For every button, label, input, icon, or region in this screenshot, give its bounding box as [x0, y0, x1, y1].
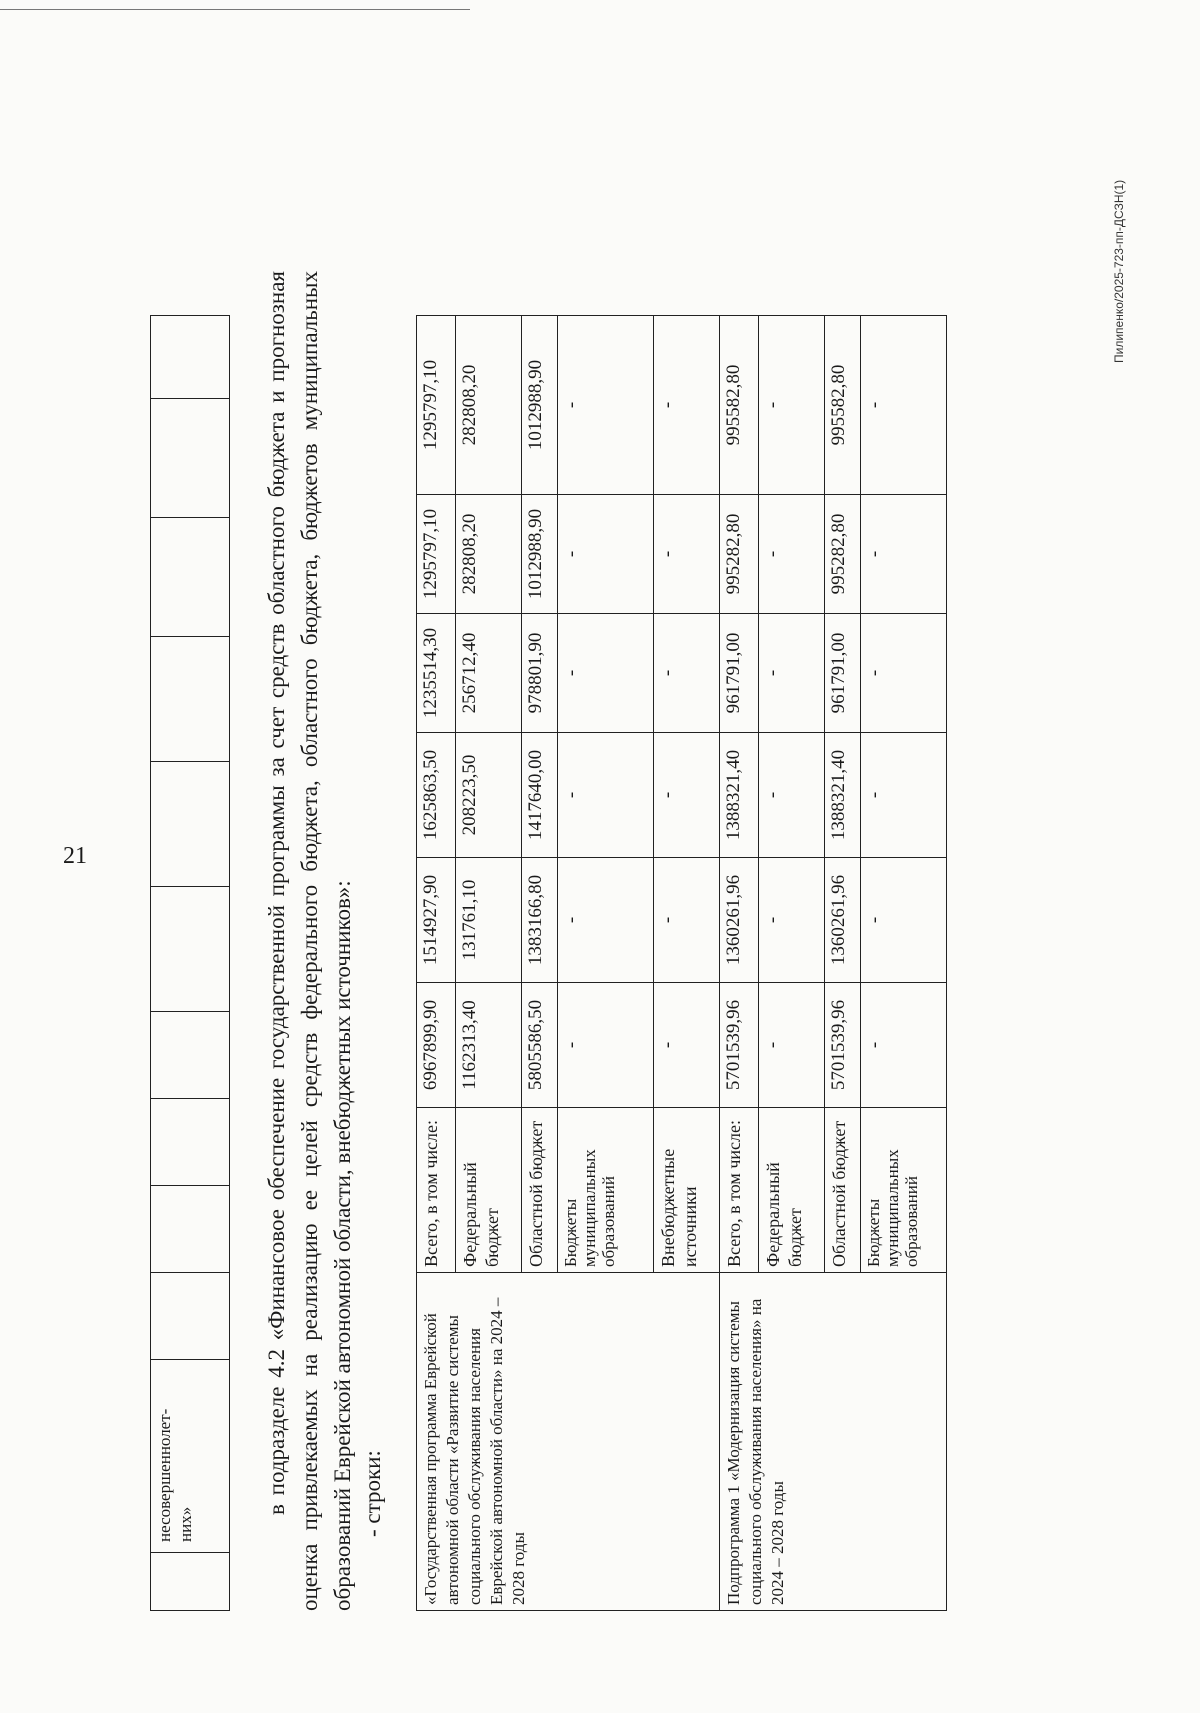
- amount-cell: 1235514,30: [417, 614, 456, 733]
- amount-cell: -: [558, 614, 654, 733]
- amount-cell: 995282,80: [825, 495, 861, 614]
- amount-cell: -: [654, 316, 720, 495]
- funding-source-cell: Областной бюджет: [825, 1108, 861, 1273]
- funding-source-cell: Бюджеты муниципальных образований: [558, 1108, 654, 1273]
- amount-cell: 995582,80: [720, 316, 759, 495]
- previous-table-row: [151, 316, 230, 1611]
- table-cell: [151, 887, 230, 1012]
- funding-source-cell: Федеральный бюджет: [456, 1108, 522, 1273]
- amount-cell: 1388321,40: [825, 733, 861, 858]
- amount-cell: 1388321,40: [720, 733, 759, 858]
- financing-table: [416, 315, 947, 1611]
- table-cell: [151, 762, 230, 887]
- page-number: 21: [63, 843, 87, 869]
- table-row: [720, 316, 759, 1611]
- rows-subheading: - строки:: [360, 1450, 385, 1537]
- amount-cell: -: [654, 733, 720, 858]
- amount-cell: -: [558, 983, 654, 1108]
- amendment-paragraph: в подразделе 4.2 «Финансовое обеспечение государственной программы за счет средств областного бюджета и прогнозная оценка привлекаемых на реализацию ее целей средств федерального бюджета, областного бюджета, бюджетов муниципальных образований Еврейской автономной области, внебюджетных источников»:: [264, 271, 355, 1611]
- table-cell: [151, 637, 230, 762]
- amount-cell: 1295797,10: [417, 316, 456, 495]
- funding-source-cell: Всего, в том числе:: [417, 1108, 456, 1273]
- amount-cell: 131761,10: [456, 858, 522, 983]
- amount-cell: 5701539,96: [825, 983, 861, 1108]
- program-name-cell: Подпрограмма 1 «Модернизация системы социального обслуживания населения» на 2024 – 2028 годы: [720, 1273, 947, 1611]
- amount-cell: -: [759, 316, 825, 495]
- amount-cell: 282808,20: [456, 495, 522, 614]
- prev-table-cell-text: несовершеннолет- них»: [155, 1408, 196, 1542]
- table-cell: [151, 1360, 230, 1553]
- amount-cell: -: [759, 733, 825, 858]
- document-code: Пилипенко/2025-723-пп-ДСЗН(1): [1112, 179, 1126, 363]
- table-cell: [151, 399, 230, 518]
- amount-cell: 961791,00: [720, 614, 759, 733]
- amount-cell: -: [558, 316, 654, 495]
- amount-cell: 1417640,00: [522, 733, 558, 858]
- funding-source-cell: Всего, в том числе:: [720, 1108, 759, 1273]
- amount-cell: 1360261,96: [720, 858, 759, 983]
- amount-cell: -: [558, 858, 654, 983]
- amount-cell: -: [759, 495, 825, 614]
- table-cell: [151, 1099, 230, 1186]
- amount-cell: -: [861, 733, 947, 858]
- amount-cell: -: [861, 858, 947, 983]
- table-cell: [151, 1273, 230, 1360]
- funding-source-cell: Федеральный бюджет: [759, 1108, 825, 1273]
- amount-cell: -: [654, 858, 720, 983]
- table-cell: [151, 518, 230, 637]
- amount-cell: 1012988,90: [522, 316, 558, 495]
- amount-cell: -: [759, 614, 825, 733]
- amount-cell: 961791,00: [825, 614, 861, 733]
- amount-cell: -: [558, 733, 654, 858]
- amount-cell: 5805586,50: [522, 983, 558, 1108]
- previous-table-fragment: [150, 315, 230, 1611]
- amount-cell: -: [861, 983, 947, 1108]
- program-name-cell: «Государственная программа Еврейской автономной области «Развитие системы социального обслуживания населения Еврейской автономной области» на 2024 – 2028 годы: [417, 1273, 720, 1611]
- amount-cell: 995582,80: [825, 316, 861, 495]
- amount-cell: 256712,40: [456, 614, 522, 733]
- table-row: [417, 316, 456, 1611]
- amount-cell: 208223,50: [456, 733, 522, 858]
- amount-cell: -: [654, 495, 720, 614]
- financing-table-body: [417, 316, 947, 1611]
- amount-cell: 1162313,40: [456, 983, 522, 1108]
- amount-cell: -: [759, 858, 825, 983]
- funding-source-cell: Внебюджетные источники: [654, 1108, 720, 1273]
- funding-source-cell: Бюджеты муниципальных образований: [861, 1108, 947, 1273]
- amount-cell: 978801,90: [522, 614, 558, 733]
- amount-cell: 6967899,90: [417, 983, 456, 1108]
- amount-cell: -: [759, 983, 825, 1108]
- amount-cell: 1625863,50: [417, 733, 456, 858]
- table-cell: [151, 1012, 230, 1099]
- amount-cell: 995282,80: [720, 495, 759, 614]
- amount-cell: 1514927,90: [417, 858, 456, 983]
- amount-cell: -: [861, 316, 947, 495]
- amount-cell: 1360261,96: [825, 858, 861, 983]
- table-cell: [151, 1186, 230, 1273]
- table-cell: [151, 316, 230, 399]
- amount-cell: 282808,20: [456, 316, 522, 495]
- amount-cell: -: [654, 983, 720, 1108]
- amount-cell: -: [861, 614, 947, 733]
- amount-cell: 1012988,90: [522, 495, 558, 614]
- amount-cell: -: [558, 495, 654, 614]
- amount-cell: 5701539,96: [720, 983, 759, 1108]
- funding-source-cell: Областной бюджет: [522, 1108, 558, 1273]
- table-cell: [151, 1553, 230, 1611]
- amount-cell: -: [654, 614, 720, 733]
- amount-cell: -: [861, 495, 947, 614]
- amount-cell: 1295797,10: [417, 495, 456, 614]
- amount-cell: 1383166,80: [522, 858, 558, 983]
